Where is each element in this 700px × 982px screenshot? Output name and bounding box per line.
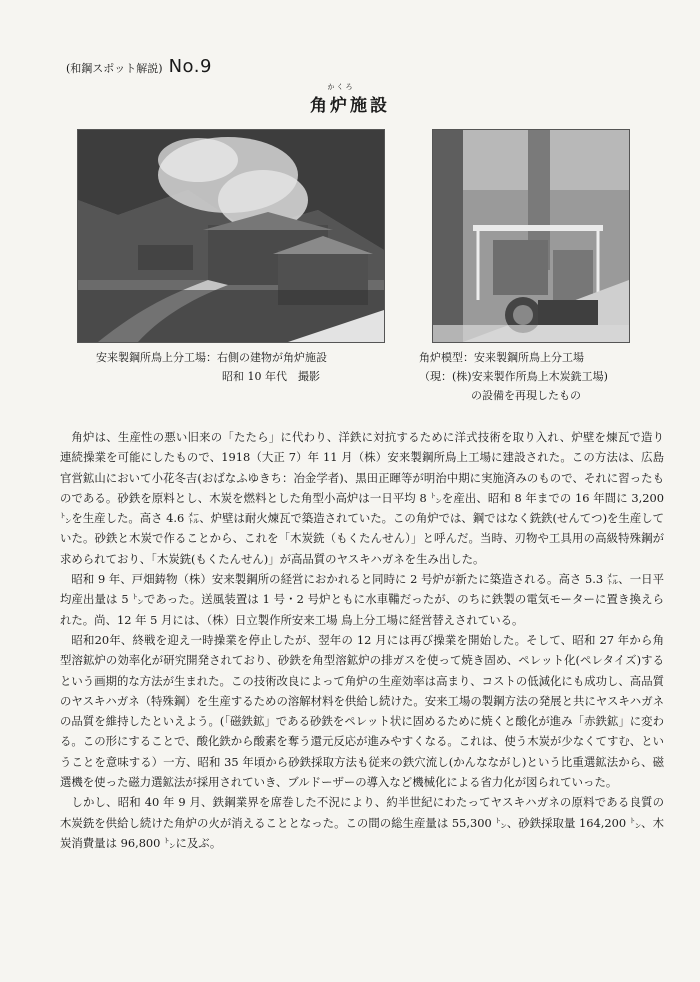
caption-line: 昭和 10 年代 撮影 xyxy=(222,370,320,383)
factory-photo xyxy=(77,129,385,343)
article-number: No.9 xyxy=(168,56,212,77)
caption-line: （現：(株)安来製作所鳥上木炭銑工場) xyxy=(419,370,608,383)
series-label: (和鋼スポット解説) xyxy=(66,62,163,75)
paragraph: しかし、昭和 40 年 9 月、鉄鋼業界を席巻した不況により、約半世紀にわたってヤスキハガネの原料である良質の木炭銑を供給し続けた角炉の火が消えることとなった。この間の総生産量は 55,300 ㌧、砂鉄採取量 164,200 ㌧、木炭消費量は 96,800 ㌧に及ぶ。 xyxy=(60,795,664,850)
right-photo-caption xyxy=(419,348,649,405)
paragraph: 昭和 9 年、戸畑鋳物（株）安来製鋼所の経営におかれると同時に 2 号炉が新たに築造される。高さ 5.3 ㍍、一日平均産出量は 5 ㌧であった。送風装置は 1 号・2 号炉ともに水車鞴だったが、のちに鉄製の電気モーターに置き換えられた。尚、12 年 5 月には、（株）日立製作所安来工場 鳥上分工場に経営替えされている。 xyxy=(60,572,664,627)
title-ruby: かくろ xyxy=(327,83,355,91)
article-body xyxy=(60,427,664,853)
furnace-model-photo xyxy=(432,129,630,343)
caption-line: 安来製鋼所鳥上分工場：右側の建物が角炉施設 xyxy=(96,351,327,364)
paragraph: 昭和20年、終戦を迎え一時操業を停止したが、翌年の 12 月には再び操業を開始した。そして、昭和 27 年から角型溶鉱炉の効率化が研究開発されており、砂鉄を角型溶鉱炉の排ガスを使って焼き固め、ペレット化(ペレタイズ)するという画期的な方法が生まれた。この技術改良によって角炉の生産効率は高まり、コストの低減化にも成功し、高品質のヤスキハガネ（特殊鋼）を生産するための溶解材料を供給し続けた。安来工場の製鋼方法の発展と共にヤスキハガネの品質を維持したといえよう。(「磁鉄鉱」である砂鉄をペレット状に固めるために焼くと酸化が進み「赤鉄鉱」に変わる。この形にすることで、酸化鉄から酸素を奪う還元反応が進みやすくなる。これは、使う木炭が少なくてすむ、ということを意味する）一方、昭和 35 年頃から砂鉄採取方法も従来の鉄穴流し(かんなながし)という比重選鉱法から、磁選機を使った磁力選鉱法が採用されていき、ブルドーザーの導入など機械化による省力化が図られていった。 xyxy=(60,632,664,790)
caption-line: 角炉模型：安来製鋼所鳥上分工場 xyxy=(419,351,584,364)
page-title: 角炉施設 xyxy=(310,96,390,116)
caption-line: の設備を再現したもの xyxy=(471,389,581,402)
header xyxy=(66,56,212,77)
paragraph: 角炉は、生産性の悪い旧来の「たたら」に代わり、洋鉄に対抗するために洋式技術を取り入れ、炉壁を煉瓦で造り連続操業を可能にしたもので、1918（大正 7）年 11 月（株）安来製鋼所鳥上工場に建設された。この方法は、広島官営鉱山において小花冬吉(おばなふゆきち：冶金学者)、黒田正暉等が明治中期に実施済みのもので、それに習ったものである。砂鉄を原料とし、木炭を燃料とした角型小高炉は一日平均 8 ㌧を産出、昭和 8 年までの 16 年間に 3,200 ㌧を生産した。高さ 4.6 ㍍、炉壁は耐火煉瓦で築造されていた。この角炉では、鋼ではなく銑鉄(せんてつ)を生産していた。砂鉄と木炭で作ることから、これを「木炭銑（もくたんせん）」と呼んだ。当時、刃物や工具用の高級特殊鋼が求められており、「木炭銑(もくたんせん)」が高品質のヤスキハガネを生み出した。 xyxy=(60,430,664,566)
left-photo-caption xyxy=(96,348,396,386)
title-block xyxy=(0,82,700,116)
